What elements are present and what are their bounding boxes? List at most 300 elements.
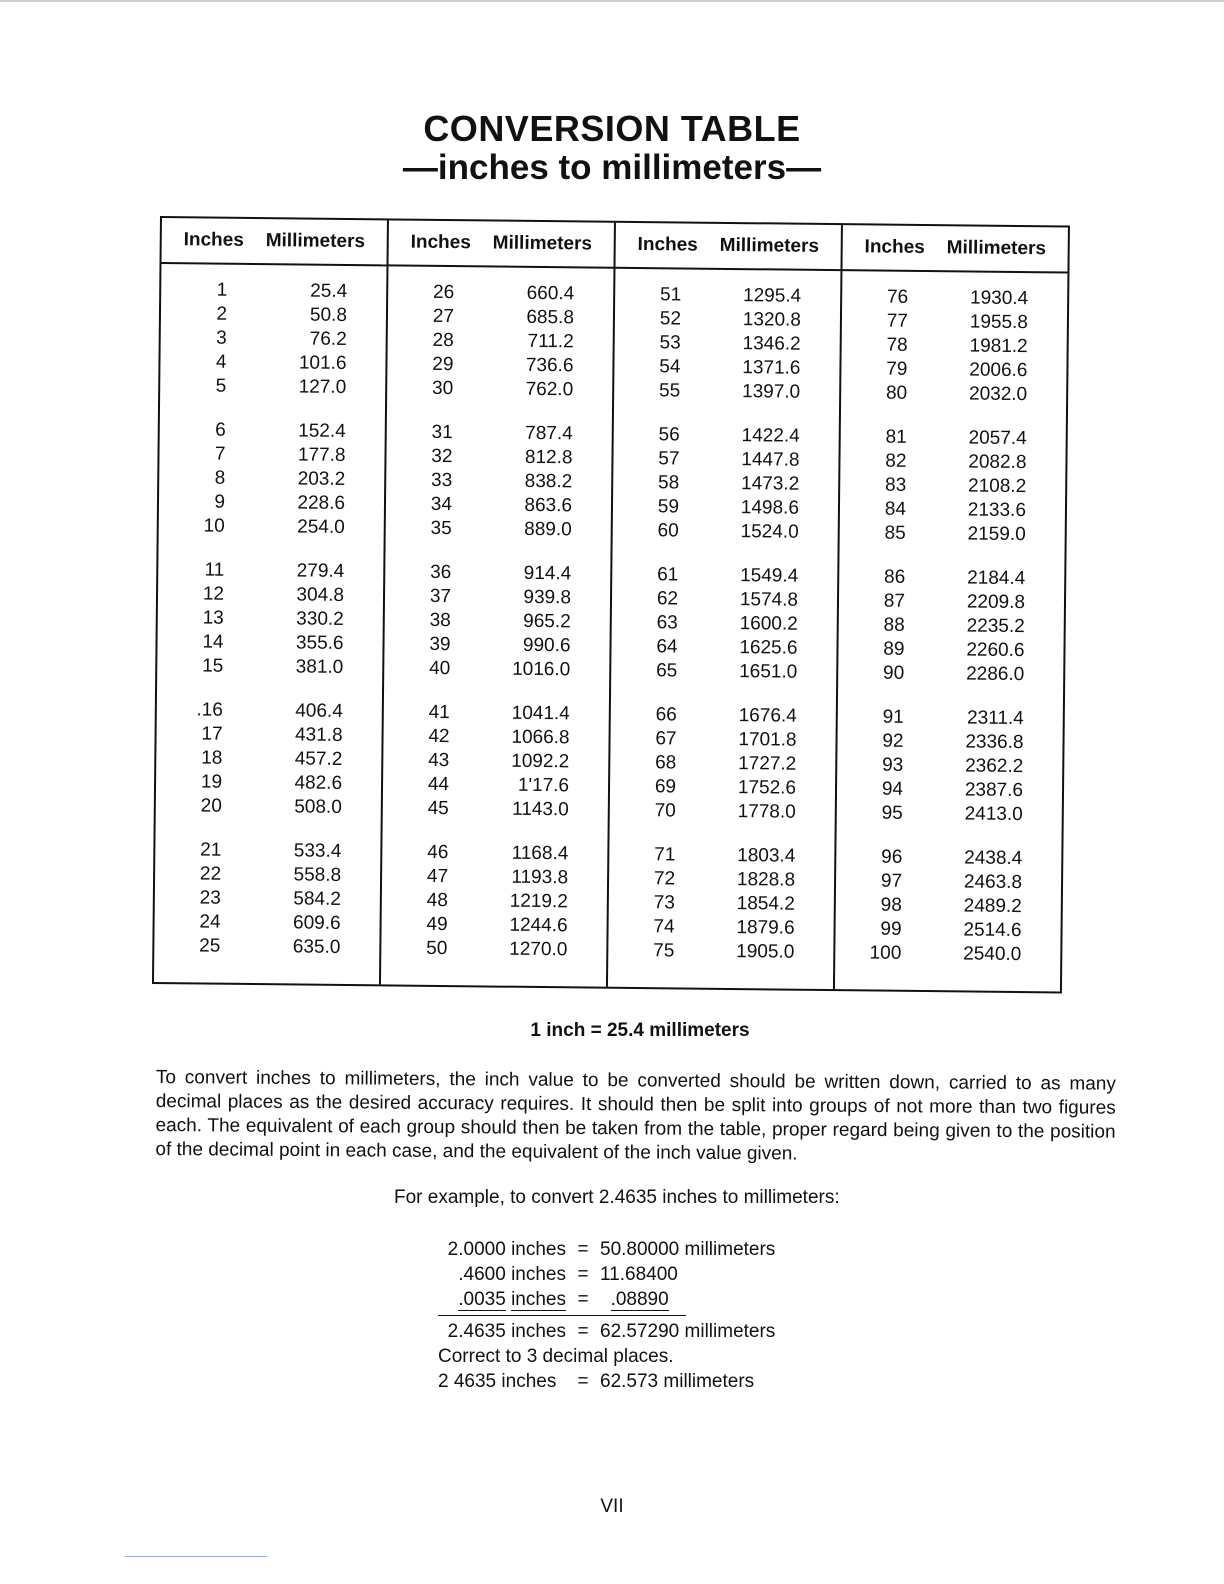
table-row [611, 635, 836, 661]
table-row [838, 661, 1063, 687]
inches-cell: .16 [196, 699, 223, 721]
table-row [156, 770, 381, 796]
row-group [608, 843, 834, 965]
conversion-table [152, 216, 1070, 993]
millimeters-cell: 228.6 [297, 492, 346, 514]
millimeters-cell: 482.6 [294, 772, 343, 794]
row-group [610, 703, 836, 825]
inches-cell: 85 [884, 522, 906, 544]
table-row [837, 729, 1062, 755]
millimeters-cell: 1498.6 [740, 497, 800, 519]
inches-cell: 18 [201, 747, 223, 769]
example-unit: inches [501, 1371, 557, 1392]
millimeters-cell: 2184.4 [967, 567, 1026, 590]
table-row [388, 328, 613, 354]
millimeters-cell: 863.6 [524, 494, 573, 517]
millimeters-cell: 1625.6 [739, 637, 798, 659]
table-row [610, 799, 835, 825]
table-body [608, 269, 840, 965]
page-title: CONVERSION TABLE [423, 108, 801, 149]
inches-cell: 4 [215, 351, 227, 373]
page-number: VII [600, 1496, 624, 1517]
row-group [383, 700, 609, 822]
example-value: .08890 [610, 1289, 669, 1310]
inches-cell: 10 [203, 515, 225, 537]
table-row [385, 584, 610, 610]
millimeters-cell: 711.2 [527, 330, 574, 353]
example-amount: .4600 [458, 1264, 506, 1285]
table-row [840, 497, 1065, 523]
inches-cell: 43 [428, 749, 450, 772]
inches-cell: 36 [430, 561, 452, 584]
inches-cell: 56 [658, 424, 680, 446]
table-row [385, 608, 610, 634]
inches-cell: 84 [884, 498, 907, 520]
table-row [835, 917, 1060, 943]
row-group [840, 425, 1066, 547]
inches-cell: 50 [426, 937, 448, 960]
inches-cell: 7 [214, 443, 226, 465]
table-row [613, 471, 838, 497]
millimeters-cell: 50.8 [309, 304, 348, 326]
millimeters-cell: 127.0 [298, 376, 347, 398]
example-equals: = [577, 1264, 589, 1285]
table-body [154, 264, 386, 960]
millimeters-cell: 2006.6 [969, 359, 1028, 382]
table-row [835, 941, 1060, 967]
table-row [838, 637, 1063, 663]
table-row [386, 492, 611, 518]
millimeters-cell: 990.6 [522, 634, 571, 657]
row-group [614, 283, 840, 405]
table-row [154, 910, 379, 936]
row-group [386, 420, 612, 542]
inches-cell: 65 [656, 660, 678, 682]
millimeters-cell: 2082.8 [968, 451, 1027, 474]
table-row [615, 331, 840, 357]
millimeters-cell: 1981.2 [969, 335, 1028, 358]
table-row [837, 753, 1062, 779]
millimeters-cell: 2260.6 [966, 639, 1025, 662]
millimeters-cell: 1397.0 [741, 381, 801, 403]
millimeters-cell: 1828.8 [736, 869, 796, 891]
inches-cell: 6 [215, 419, 226, 441]
millimeters-cell: 1473.2 [740, 473, 800, 495]
inches-cell: 68 [655, 752, 677, 774]
example-equals: = [577, 1289, 589, 1310]
table-row [613, 447, 838, 473]
table-row [161, 278, 386, 304]
inches-cell: 76 [886, 286, 909, 308]
millimeters-cell: 1447.8 [741, 449, 800, 471]
millimeters-cell: 101.6 [298, 352, 347, 374]
table-row [160, 374, 385, 400]
table-row [842, 309, 1067, 335]
inches-cell: 81 [885, 426, 907, 448]
millimeters-cell: 457.2 [294, 748, 343, 770]
millimeters-cell: 2133.6 [967, 499, 1027, 522]
inches-cell: 77 [886, 310, 909, 332]
table-row [612, 563, 837, 589]
table-row [157, 654, 382, 680]
table-header [842, 225, 1067, 273]
millimeters-cell: 1778.0 [737, 801, 796, 823]
table-row [160, 350, 385, 376]
inches-cell: 90 [883, 662, 905, 684]
inches-cell: 49 [426, 913, 448, 936]
table-row [615, 283, 840, 309]
millimeters-cell: 838.2 [524, 470, 573, 493]
inches-cell: 20 [200, 795, 222, 817]
inches-cell: 35 [430, 517, 452, 540]
millimeters-cell: 1549.4 [740, 565, 799, 587]
inches-cell: 60 [657, 520, 679, 542]
millimeters-cell: 762.0 [525, 378, 574, 401]
millimeters-cell: 1651.0 [739, 661, 798, 683]
inches-cell: 96 [881, 846, 903, 868]
inches-cell: 75 [653, 940, 675, 962]
inches-cell: 73 [653, 892, 675, 914]
millimeters-cell: 1930.4 [969, 287, 1029, 310]
example-equals: = [577, 1239, 589, 1260]
example-intro: For example, to convert 2.4635 inches to millimeters: [394, 1187, 840, 1208]
table-row [161, 326, 386, 352]
row-group [835, 845, 1061, 967]
inches-cell: 66 [655, 704, 677, 726]
row-group [159, 418, 385, 540]
example-line [438, 1263, 775, 1288]
example-value: 62.57290 millimeters [600, 1321, 776, 1342]
millimeters-cell: 330.2 [296, 608, 344, 630]
millimeters-cell: 304.8 [296, 584, 345, 606]
inches-cell: 28 [432, 329, 454, 352]
inches-cell: 87 [883, 590, 906, 612]
millimeters-cell: 660.4 [526, 282, 575, 305]
inches-cell: 69 [654, 776, 677, 798]
table-row [609, 867, 834, 893]
example-line [438, 1288, 775, 1313]
millimeters-cell: 1676.4 [738, 705, 797, 727]
header-inches: Inches [183, 229, 244, 251]
row-group [611, 563, 837, 685]
millimeters-cell: 1803.4 [737, 845, 796, 867]
inches-cell: 63 [656, 612, 678, 634]
inches-cell: 17 [201, 723, 223, 745]
header-inches: Inches [410, 231, 471, 254]
inches-cell: 24 [199, 911, 221, 933]
inches-cell: 42 [428, 725, 450, 748]
millimeters-cell: 1295.4 [742, 285, 802, 307]
millimeters-cell: 355.6 [295, 632, 344, 654]
table-row [836, 845, 1061, 871]
millimeters-cell: 2235.2 [966, 615, 1025, 638]
inches-cell: 45 [427, 797, 449, 820]
page-top-edge [0, 0, 1224, 2]
millimeters-cell: 2362.2 [965, 755, 1024, 778]
inches-cell: 83 [884, 474, 907, 496]
inches-cell: 57 [658, 448, 680, 470]
millimeters-cell: 406.4 [295, 700, 343, 722]
table-row [381, 936, 606, 962]
millimeters-cell: 2514.6 [963, 919, 1022, 942]
table-row [838, 705, 1063, 731]
inches-cell: 97 [880, 870, 903, 892]
millimeters-cell: 431.8 [294, 724, 343, 746]
millimeters-cell: 508.0 [294, 796, 342, 818]
inches-cell: 70 [654, 800, 676, 822]
inches-cell: 79 [886, 358, 908, 380]
inches-cell: 51 [659, 284, 682, 306]
table-row [387, 376, 612, 402]
millimeters-cell: 965.2 [523, 610, 571, 633]
inches-cell: 98 [880, 894, 902, 916]
millimeters-cell: 1092.2 [511, 750, 570, 773]
inches-cell: 3 [216, 327, 227, 349]
millimeters-cell: 812.8 [524, 446, 573, 469]
table-row [836, 893, 1061, 919]
table-row [386, 468, 611, 494]
inches-cell: 40 [429, 657, 451, 680]
header-millimeters: Millimeters [719, 234, 820, 257]
millimeters-cell: 2463.8 [963, 871, 1023, 894]
millimeters-cell: 1371.6 [742, 357, 801, 379]
millimeters-cell: 1422.4 [741, 425, 800, 447]
inches-cell: 55 [658, 380, 681, 402]
table-row [155, 862, 380, 888]
inches-cell: 12 [202, 583, 225, 605]
millimeters-cell: 787.4 [525, 422, 573, 445]
example-note: Correct to 3 decimal places. [438, 1346, 674, 1367]
table-row [610, 775, 835, 801]
table-row [386, 516, 611, 542]
table-row [156, 794, 381, 820]
row-group [384, 560, 610, 682]
inches-cell: 89 [883, 638, 905, 660]
row-group [387, 280, 613, 402]
inches-cell: 39 [429, 633, 451, 656]
millimeters-cell: 2057.4 [968, 427, 1027, 450]
millimeters-cell: 2540.0 [963, 943, 1022, 966]
inches-cell: 8 [214, 467, 226, 489]
table-row [161, 302, 386, 328]
millimeters-cell: 1346.2 [742, 333, 801, 355]
example-unit: inches [511, 1239, 566, 1260]
instructions-paragraph: To convert inches to millimeters, the inch value to be converted should be written down, carried to as many decimal places as the desired accuracy requires. It should then be split into groups of not more than two figures each. The equivalent of each group should then be taken from the table, proper regard being given to the position of the decimal point in each case, and the equivalent of the inch value given. [155, 1067, 1116, 1165]
table-row [614, 423, 839, 449]
table-body [381, 266, 613, 962]
inches-cell: 44 [427, 773, 450, 796]
table-row [842, 333, 1067, 359]
table-row [159, 514, 384, 540]
table-row [839, 565, 1064, 591]
inches-cell: 38 [429, 609, 451, 632]
table-row [158, 606, 383, 632]
conversion-equation: 1 inch = 25.4 millimeters [530, 1020, 750, 1041]
table-row [609, 891, 834, 917]
table-row [159, 442, 384, 468]
millimeters-cell: 1143.0 [511, 798, 569, 821]
inches-cell: 95 [881, 802, 903, 824]
table-row [382, 888, 607, 914]
table-column [381, 220, 616, 986]
table-row [154, 934, 379, 960]
example-value: 11.68400 [600, 1264, 678, 1285]
millimeters-cell: 1955.8 [969, 311, 1029, 334]
millimeters-cell: 76.2 [309, 328, 347, 350]
table-row [160, 418, 385, 444]
row-group [613, 423, 839, 545]
millimeters-cell: 1752.6 [737, 777, 797, 799]
inches-cell: 41 [428, 701, 450, 724]
inches-cell: 26 [432, 281, 455, 304]
table-row [839, 613, 1064, 639]
worked-example [438, 1238, 775, 1395]
table-row [612, 587, 837, 613]
millimeters-cell: 381.0 [295, 656, 344, 678]
table-row [383, 748, 608, 774]
inches-cell: 19 [200, 771, 223, 793]
table-row [837, 801, 1062, 827]
table-row [615, 307, 840, 333]
millimeters-cell: 2387.6 [964, 779, 1024, 802]
millimeters-cell: 1'17.6 [517, 774, 570, 797]
table-row [156, 722, 381, 748]
millimeters-cell: 584.2 [293, 888, 341, 910]
inches-cell: 21 [200, 839, 222, 861]
table-row [159, 490, 384, 516]
inches-cell: 34 [430, 493, 453, 516]
inches-cell: 22 [199, 863, 222, 885]
millimeters-cell: 635.0 [292, 936, 341, 958]
inches-cell: 74 [653, 916, 675, 938]
millimeters-cell: 736.6 [525, 354, 574, 377]
millimeters-cell: 1270.0 [509, 938, 568, 961]
example-total-line [438, 1320, 775, 1345]
inches-cell: 30 [431, 377, 454, 400]
table-row [614, 379, 839, 405]
inches-cell: 91 [882, 706, 904, 728]
millimeters-cell: 1854.2 [736, 893, 795, 915]
row-group [156, 698, 382, 820]
inches-cell: 99 [880, 918, 902, 940]
table-column [154, 218, 389, 984]
table-row [156, 746, 381, 772]
inches-cell: 92 [882, 730, 904, 752]
millimeters-cell: 1701.8 [738, 729, 797, 751]
example-unit: inches [511, 1289, 566, 1310]
table-row [384, 656, 609, 682]
millimeters-cell: 1066.8 [511, 726, 570, 749]
millimeters-cell: 1524.0 [740, 521, 799, 543]
table-row [613, 495, 838, 521]
inches-cell: 72 [653, 868, 676, 890]
inches-cell: 27 [432, 305, 455, 328]
millimeters-cell: 939.8 [523, 586, 572, 609]
millimeters-cell: 1244.6 [509, 914, 568, 937]
inches-cell: 71 [654, 844, 676, 866]
table-row [158, 558, 383, 584]
table-row [837, 777, 1062, 803]
inches-cell: 29 [432, 353, 454, 376]
millimeters-cell: 25.4 [310, 280, 348, 302]
example-equals: = [577, 1321, 589, 1342]
inches-cell: 54 [659, 356, 681, 378]
header-inches: Inches [864, 236, 925, 259]
table-column [835, 225, 1068, 991]
inches-cell: 93 [882, 754, 904, 776]
inches-cell: 53 [659, 332, 681, 354]
row-group [841, 285, 1067, 407]
millimeters-cell: 1016.0 [512, 658, 571, 681]
millimeters-cell: 1193.8 [511, 866, 569, 889]
table-row [383, 724, 608, 750]
inches-cell: 86 [884, 566, 906, 588]
inches-cell: 48 [426, 889, 448, 912]
table-row [387, 352, 612, 378]
inches-cell: 11 [204, 559, 225, 581]
table-row [388, 280, 613, 306]
page-bottom-mark [125, 1556, 267, 1557]
row-group [157, 558, 383, 680]
example-final-line [438, 1370, 775, 1395]
millimeters-cell: 1320.8 [742, 309, 802, 331]
sum-rule [438, 1315, 686, 1316]
table-row [610, 727, 835, 753]
table-row [842, 285, 1067, 311]
inches-cell: 23 [199, 887, 221, 909]
row-group [837, 705, 1063, 827]
millimeters-cell: 1219.2 [509, 890, 568, 913]
row-group [154, 838, 380, 960]
millimeters-cell: 177.8 [297, 444, 346, 466]
table-row [388, 304, 613, 330]
row-group [838, 565, 1064, 687]
millimeters-cell: 685.8 [526, 306, 575, 329]
millimeters-cell: 1041.4 [511, 702, 570, 725]
inches-cell: 62 [656, 588, 679, 610]
table-body [835, 271, 1067, 967]
table-row [383, 772, 608, 798]
table-row [384, 700, 609, 726]
example-value: 50.80000 millimeters [600, 1239, 776, 1260]
table-row [612, 611, 837, 637]
inches-cell: 9 [214, 491, 226, 513]
table-header [388, 220, 613, 268]
millimeters-cell: 914.4 [523, 562, 572, 585]
inches-cell: 25 [199, 935, 221, 957]
header-inches: Inches [637, 234, 698, 256]
inches-cell: 94 [881, 778, 904, 800]
table-row [839, 589, 1064, 615]
example-unit: inches [511, 1321, 566, 1342]
table-row [841, 357, 1066, 383]
millimeters-cell: 2438.4 [964, 847, 1023, 870]
inches-cell: 64 [656, 636, 678, 658]
millimeters-cell: 2413.0 [964, 803, 1023, 826]
inches-cell: 58 [657, 472, 680, 494]
millimeters-cell: 533.4 [293, 840, 342, 862]
table-row [155, 886, 380, 912]
table-row [836, 869, 1061, 895]
inches-cell: 14 [202, 631, 224, 653]
inches-cell: 46 [427, 841, 449, 864]
table-row [841, 425, 1066, 451]
inches-cell: 5 [215, 375, 227, 397]
table-row [608, 939, 833, 965]
millimeters-cell: 2159.0 [967, 523, 1026, 546]
millimeters-cell: 2108.2 [967, 475, 1027, 498]
inches-cell: 78 [886, 334, 908, 356]
